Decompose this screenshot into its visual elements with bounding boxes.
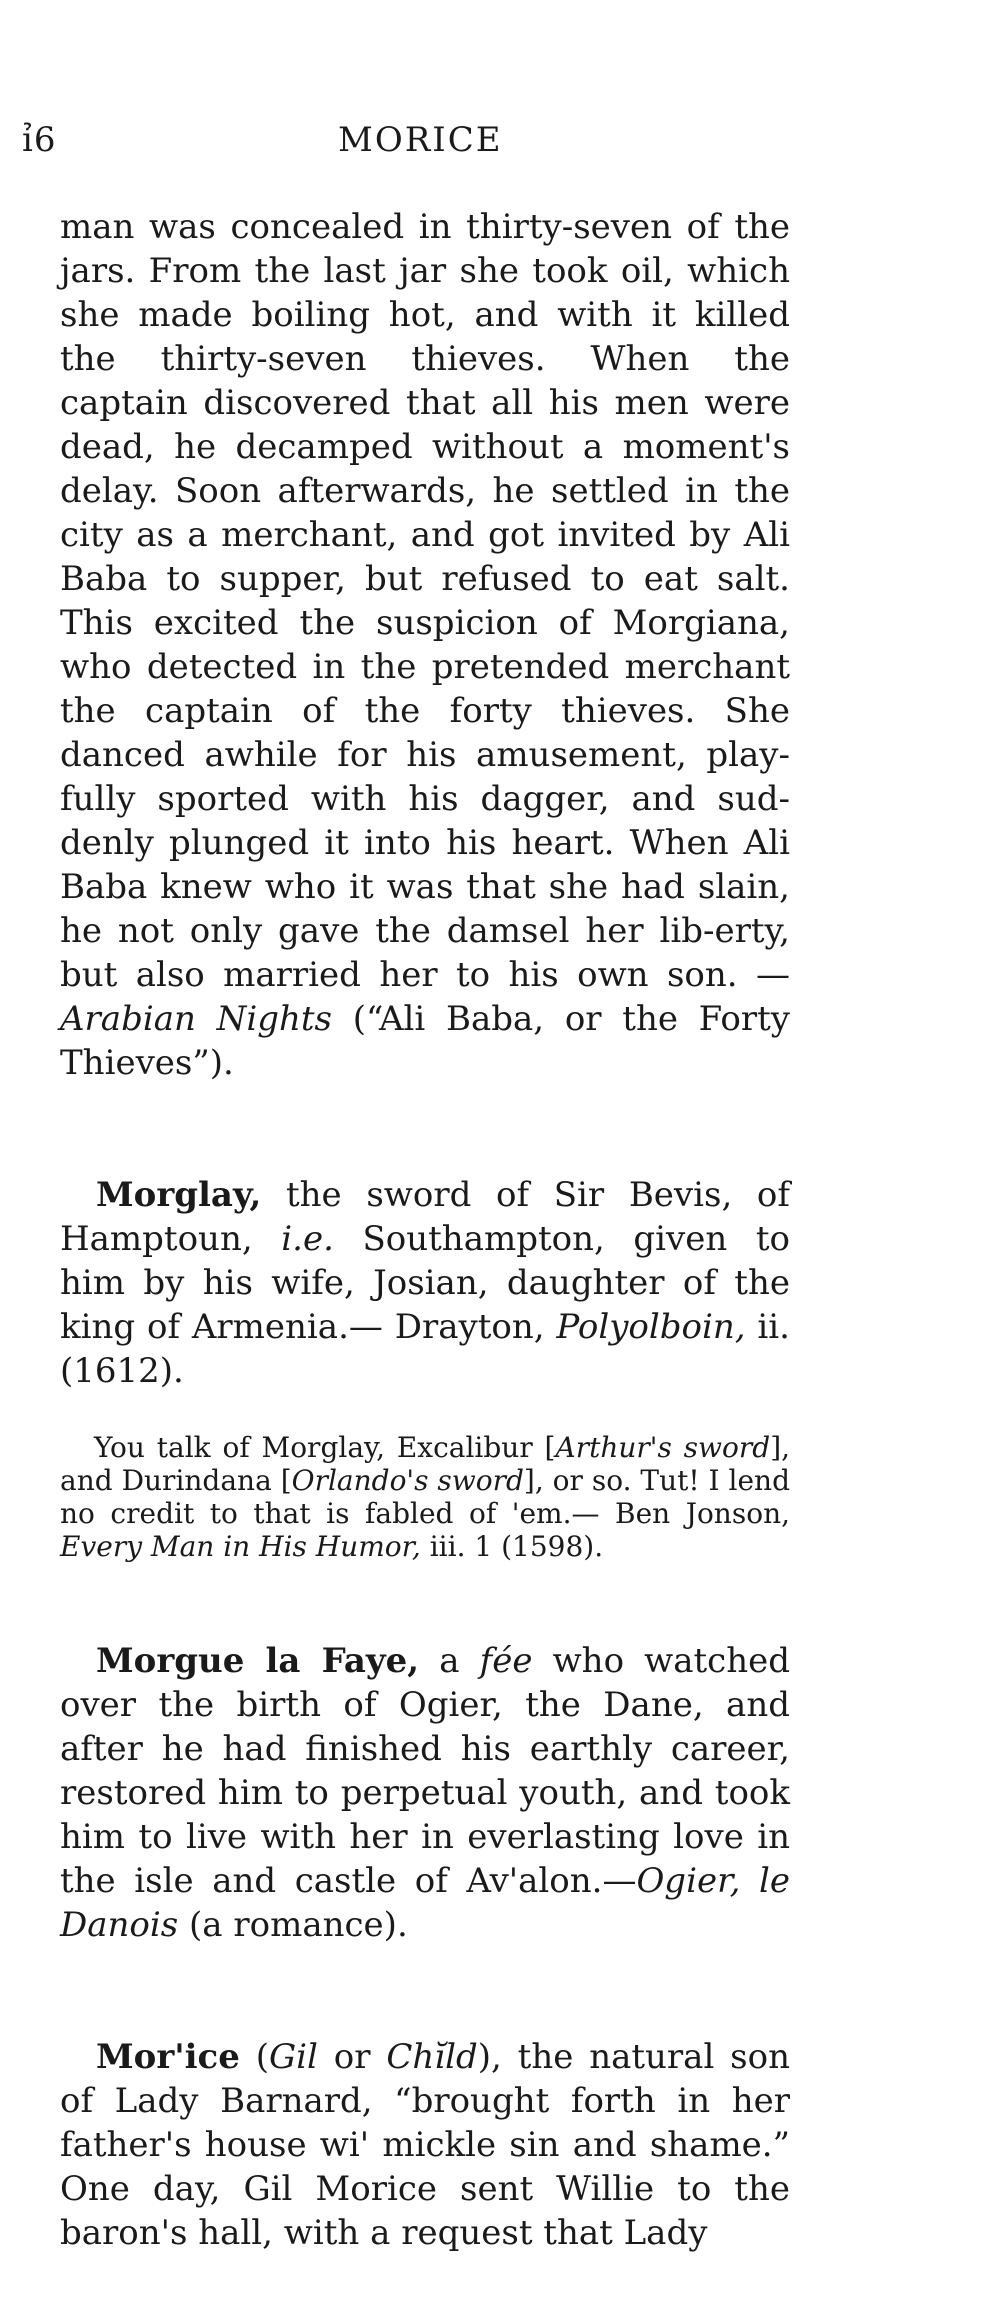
entry-abbrev: i.e.: [281, 1219, 334, 1259]
quote-gloss: Arthur's sword: [555, 1431, 771, 1464]
page-number: ỉ6: [22, 120, 57, 160]
entry-text: ii. (1612).: [60, 1307, 790, 1391]
entry-text: (a romance).: [178, 1905, 408, 1945]
entry-text: Southampton, given to him by his wife, Josian, daughter of the king of Armenia.— Drayton,: [60, 1219, 790, 1347]
quote-work-title: Every Man in His Humor,: [60, 1530, 421, 1563]
page-header: [0, 120, 1000, 170]
entry-text: (: [239, 2037, 269, 2077]
quote-text: iii. 1 (1598).: [420, 1530, 604, 1563]
entry-text: the sword of Sir Bevis, of Hamptoun,: [60, 1175, 790, 1259]
paragraph-text: man was concealed in thirty-seven of the jars. From the last jar she took oil, which she made boiling hot, and with it killed the thirty-seven thieves. When the captain discovered that all his men were dead, he decamped without a moment's delay. Soon afterwards, he settled in the city as a merchant, and got invited by Ali Baba to supper, but refused to eat salt. This excited the suspicion of Morgiana, who detected in the pretended merchant the captain of the forty thieves. She danced awhile for his amusement, play-fully sported with his dagger, and sud-denly plunged it into his heart. When Ali Baba knew who it was that she had slain, he not only gave the damsel her lib-erty, but also married her to his own son.: [60, 207, 790, 995]
source-title: Arabian Nights: [60, 999, 333, 1039]
entry-term: Mor'ice: [96, 2037, 240, 2077]
spacer: [60, 1393, 790, 1431]
running-head: MORICE: [338, 120, 503, 160]
entry-work-title: Ogier, le Danois: [60, 1861, 790, 1945]
source-tail: (“Ali Baba, or the Forty Thieves”).: [60, 999, 791, 1083]
quotation-jonson: [60, 1431, 790, 1563]
entry-text: a: [419, 1641, 480, 1681]
entry-morice: [60, 2035, 790, 2255]
text-column: [60, 205, 790, 2255]
quote-gloss: Orlando's sword: [291, 1464, 524, 1497]
spacer: [60, 1085, 790, 1173]
entry-term: Morglay,: [96, 1175, 262, 1215]
quote-text: ], or so. Tut! I lend no credit to that is fabled of 'em.— Ben Jonson,: [60, 1464, 790, 1530]
entry-alt-name: Gil: [269, 2037, 318, 2077]
entry-text: or: [317, 2037, 387, 2077]
entry-morglay: [60, 1173, 790, 1393]
quote-text: ], and Durindana [: [60, 1431, 791, 1497]
spacer: [60, 1947, 790, 2035]
entry-morgue-la-faye: [60, 1639, 790, 1947]
source-dash: —: [756, 955, 790, 995]
entry-text: who watched over the birth of Ogier, the Dane, and after he had finished his earthly career, restored him to perpetual youth, and took him to live with her in everlasting love in the isle and castle of Av'alon.—: [60, 1641, 791, 1901]
entry-italic-word: fée: [479, 1641, 533, 1681]
entry-work-title: Polyolboin,: [556, 1307, 746, 1347]
entry-alt-name: Chĭld: [386, 2037, 478, 2077]
entry-term: Morgue la Faye,: [96, 1641, 420, 1681]
spacer: [60, 1563, 790, 1639]
entry-text: ), the natural son of Lady Barnard, “brought forth in her father's house wi' mickle sin and shame.” One day, Gil Morice sent Willie to the baron's hall, with a request that Lady: [60, 2037, 790, 2253]
quote-text: You talk of Morglay, Excalibur [: [94, 1431, 556, 1464]
paragraph-morgiana-continued: [60, 205, 790, 1085]
